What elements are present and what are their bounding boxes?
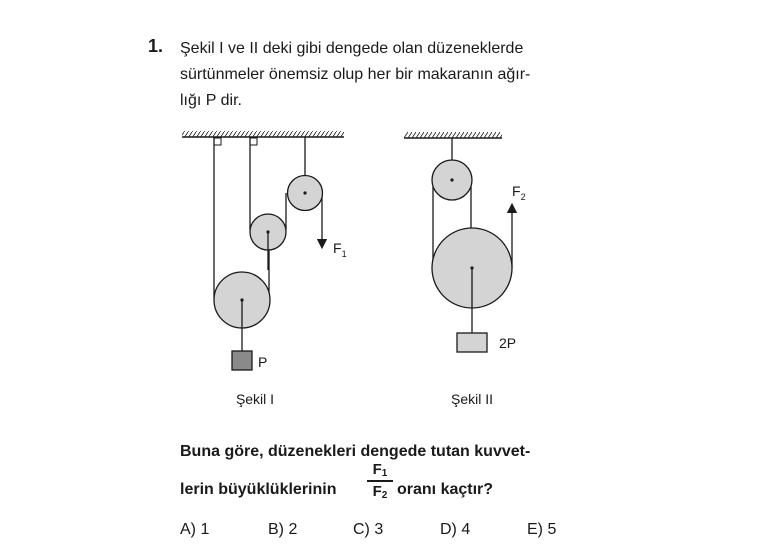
ceiling-2-hatch [404,132,502,138]
anchor-1b [250,138,257,145]
ratio-fraction [367,461,393,501]
question-stem-line-1: Şekil I ve II deki gibi dengede olan düzeneklerde [180,40,524,57]
question-ask-line-1: Buna göre, düzenekleri dengede tutan kuvvet- [180,443,531,460]
pulley-axle [450,178,453,181]
weight-2p-label: 2P [499,335,517,351]
question-ask-line-2b: oranı kaçtır? [397,481,494,498]
weight-p-label: P [258,354,268,370]
weight-2p-box [457,333,487,352]
question-stem-line-2: sürtünmeler önemsiz olup her bir makaranın ağır- [180,66,531,83]
choice-c[interactable]: C) 3 [353,521,384,538]
anchor-1a [214,138,221,145]
force-f1-label: $F_1$ [333,240,347,259]
choice-e[interactable]: E) 5 [527,521,557,538]
question-stem-line-3: lığı P dir. [180,92,242,109]
caption-sekil-2: Şekil II [450,391,494,407]
figure-2 [404,132,526,407]
figure-1 [182,131,347,407]
ratio-denominator: $F_2$ [372,482,388,501]
fraction-bar [367,480,393,482]
question-ask-line-2a: lerin büyüklüklerinin [180,481,337,498]
force-f2-label: $F_2$ [512,183,526,202]
choice-d[interactable]: D) 4 [440,521,471,538]
caption-sekil-1: Şekil I [235,391,275,407]
ratio-numerator: $F_1$ [372,461,388,479]
choice-a[interactable]: A) 1 [180,521,210,538]
choice-b[interactable]: B) 2 [268,521,298,538]
ceiling-1-hatch [182,131,344,137]
pulley-axle [303,191,306,194]
question-number: 1. [148,36,164,56]
weight-p-box [232,351,252,370]
